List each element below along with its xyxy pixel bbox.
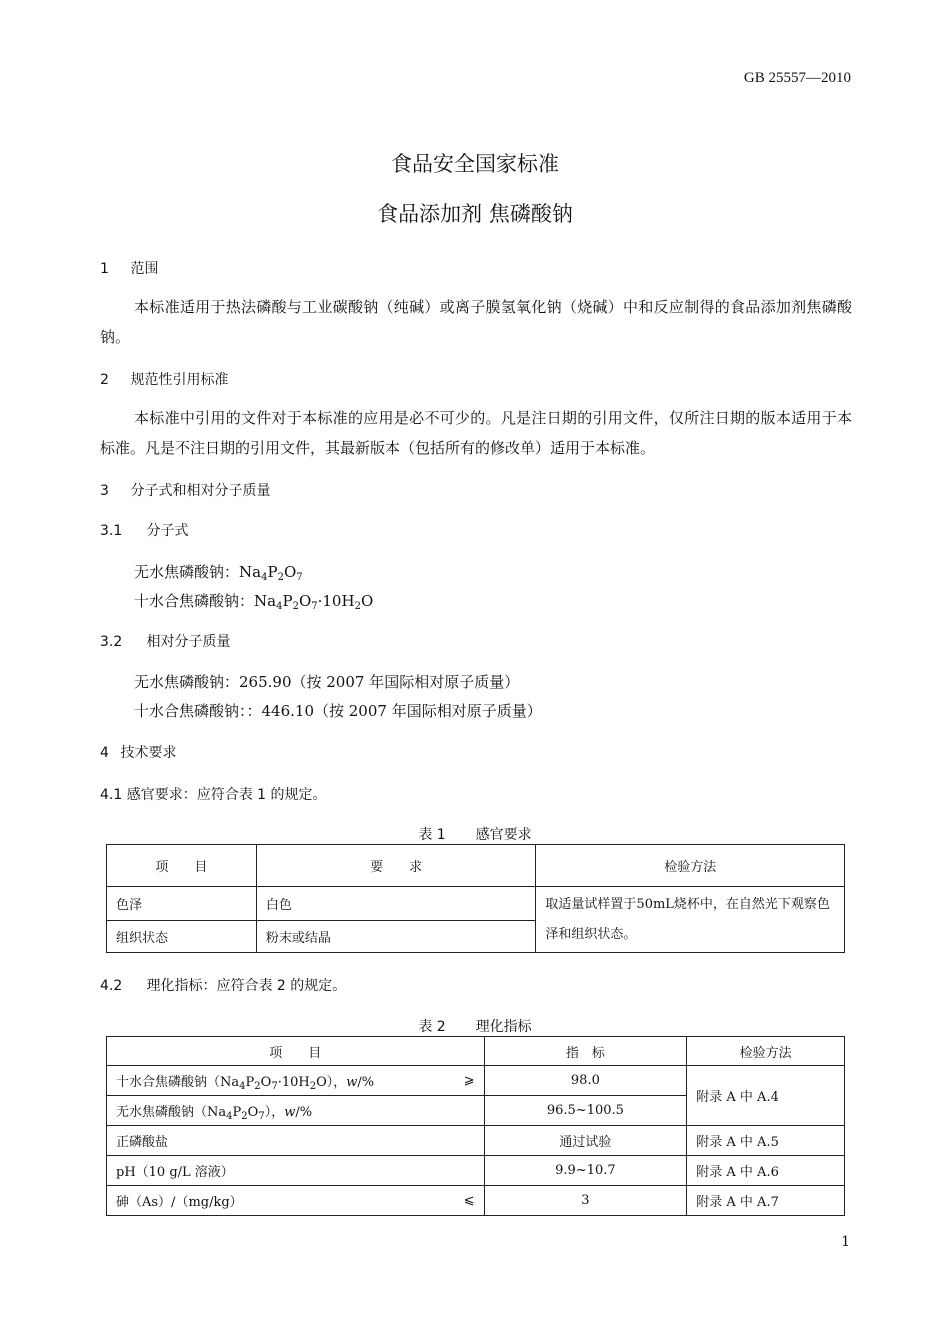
section-4-1-text: 4.1 感官要求：应符合表 1 的规定。 — [100, 787, 327, 803]
formula-label: 十水合焦磷酸钠： — [134, 592, 255, 610]
formula-part: P — [245, 1075, 255, 1090]
formula-subscript: 4 — [261, 572, 268, 583]
formula-subscript: 7 — [311, 601, 318, 612]
table-header-row — [107, 1037, 845, 1066]
formula-subscript: 2 — [241, 1111, 248, 1122]
section-3-1-heading — [100, 520, 188, 540]
title-standard-category: 食品安全国家标准 — [391, 152, 559, 176]
table-header-row — [107, 845, 845, 887]
table-2-physicochemical — [106, 1036, 845, 1216]
formula-subscript: 2 — [277, 572, 284, 583]
formula-part: Na — [239, 563, 262, 581]
table-cell-item — [107, 1066, 485, 1096]
table-cell-item: 正磷酸盐 — [107, 1126, 485, 1156]
item-text: O）， — [316, 1075, 347, 1090]
caption-number: 表 2 — [418, 1019, 446, 1035]
table-header-index: 指 标 — [484, 1037, 687, 1066]
table-row — [107, 1186, 845, 1216]
formula-subscript: 7 — [258, 1111, 265, 1122]
formula-subscript: 2 — [309, 1081, 317, 1092]
table-cell-item: 色泽 — [107, 887, 257, 921]
section-number: 2 — [100, 372, 109, 388]
table-cell-item: pH（10 g/L 溶液） — [107, 1156, 485, 1186]
table-row — [107, 1126, 845, 1156]
item-text: w — [284, 1105, 296, 1120]
table-row — [107, 1156, 845, 1186]
table-cell-item — [107, 1096, 485, 1126]
section-title: 理化指标：应符合表 2 的规定。 — [146, 978, 347, 994]
section-4-heading — [100, 742, 176, 762]
formula-subscript: 2 — [254, 1081, 261, 1092]
table-1-sensory — [106, 844, 845, 953]
formula-part: P — [232, 1105, 242, 1120]
section-number: 4.2 — [100, 978, 123, 994]
section-number: 1 — [100, 261, 109, 277]
table-cell-method: 附录 A 中 A.7 — [687, 1186, 845, 1216]
formula-subscript: 4 — [226, 1111, 233, 1122]
page-number: 1 — [841, 1234, 850, 1250]
table-header-item: 项 目 — [107, 845, 257, 887]
formula-subscript: 4 — [276, 601, 283, 612]
formula-part: ·10H — [317, 592, 355, 610]
item-unit: /% — [295, 1105, 313, 1120]
section-2-heading — [100, 369, 228, 389]
table-row — [107, 887, 845, 921]
table-cell-value: 3 — [484, 1186, 687, 1216]
standard-code: GB 25557—2010 — [743, 70, 851, 86]
formula-part: P — [282, 592, 293, 610]
formula-part: ·10H — [277, 1075, 310, 1090]
section-1-text: 本标准适用于热法磷酸与工业碳酸钠（纯碱）或离子膜氢氧化钠（烧碱）中和反应制得的食品添加剂焦磷酸钠。 — [100, 298, 852, 346]
title-standard-name: 食品添加剂 焦磷酸钠 — [377, 202, 573, 226]
molar-mass-anhydrous: 无水焦磷酸钠：265.90（按 2007 年国际相对原子质量） — [134, 673, 520, 691]
item-text: w — [346, 1075, 358, 1090]
item-unit: /% — [357, 1075, 375, 1090]
section-1-heading — [100, 258, 158, 278]
table-cell-requirement: 粉末或结晶 — [256, 921, 536, 953]
item-text: 砷（As）/（mg/kg） — [116, 1195, 243, 1210]
molar-mass-decahydrate: 十水合焦磷酸钠：：446.10（按 2007 年国际相对原子质量） — [134, 702, 542, 720]
table-cell-value: 98.0 — [484, 1066, 687, 1096]
section-title: 相对分子质量 — [146, 634, 231, 650]
formula-label: 无水焦磷酸钠： — [134, 563, 240, 581]
formula-decahydrate — [134, 590, 373, 611]
table-header-requirement: 要 求 — [256, 845, 536, 887]
section-title: 范围 — [130, 261, 159, 277]
caption-title: 感官要求 — [475, 827, 532, 843]
item-text: ）， — [264, 1105, 285, 1120]
formula-subscript: 7 — [296, 572, 303, 583]
section-3-heading — [100, 480, 270, 500]
formula-part: O — [298, 592, 312, 610]
formula-part: O — [260, 1075, 272, 1090]
comparison-symbol: ⩽ — [463, 1193, 475, 1208]
table-cell-requirement: 白色 — [256, 887, 536, 921]
caption-number: 表 1 — [418, 827, 446, 843]
formula-part: O — [283, 563, 297, 581]
formula-part: O — [247, 1105, 259, 1120]
item-text: 十水合焦磷酸钠（Na — [116, 1075, 240, 1090]
formula-subscript: 4 — [239, 1081, 246, 1092]
table-cell-item: 组织状态 — [107, 921, 257, 953]
table-1-caption — [0, 824, 950, 844]
table-2-caption — [0, 1016, 950, 1036]
table-cell-method: 附录 A 中 A.4 — [687, 1066, 845, 1126]
table-cell-value: 9.9~10.7 — [484, 1156, 687, 1186]
comparison-symbol: ⩾ — [463, 1073, 475, 1088]
table-cell-value: 96.5~100.5 — [484, 1096, 687, 1126]
section-title: 分子式 — [146, 523, 189, 539]
formula-part: O — [360, 592, 374, 610]
table-cell-item — [107, 1186, 485, 1216]
section-4-2-heading — [100, 975, 346, 995]
section-number: 3 — [100, 483, 109, 499]
formula-part: Na — [254, 592, 277, 610]
formula-subscript: 7 — [271, 1081, 278, 1092]
formula-anhydrous — [134, 561, 303, 582]
section-title: 技术要求 — [120, 745, 177, 761]
formula-subscript: 2 — [292, 601, 299, 612]
table-cell-value: 通过试验 — [484, 1126, 687, 1156]
section-number: 3.1 — [100, 523, 123, 539]
table-cell-method: 取适量试样置于50mL烧杯中，在自然光下观察色泽和组织状态。 — [536, 887, 845, 953]
formula-part: P — [267, 563, 278, 581]
section-2-text: 本标准中引用的文件对于本标准的应用是必不可少的。凡是注日期的引用文件，仅所注日期的版本适用于本标准。凡是不注日期的引用文件，其最新版本（包括所有的修改单）适用于本标准。 — [100, 409, 852, 457]
table-cell-method: 附录 A 中 A.5 — [687, 1126, 845, 1156]
table-cell-method: 附录 A 中 A.6 — [687, 1156, 845, 1186]
table-header-method: 检验方法 — [536, 845, 845, 887]
item-text: 无水焦磷酸钠（Na — [116, 1105, 227, 1120]
section-3-2-heading — [100, 631, 230, 651]
section-title: 规范性引用标准 — [130, 372, 229, 388]
formula-subscript: 2 — [354, 601, 361, 612]
table-row — [107, 1066, 845, 1096]
section-number: 3.2 — [100, 634, 123, 650]
table-header-item: 项 目 — [107, 1037, 485, 1066]
caption-title: 理化指标 — [475, 1019, 532, 1035]
section-number: 4 — [100, 745, 109, 761]
table-header-method: 检验方法 — [687, 1037, 845, 1066]
section-title: 分子式和相对分子质量 — [130, 483, 271, 499]
